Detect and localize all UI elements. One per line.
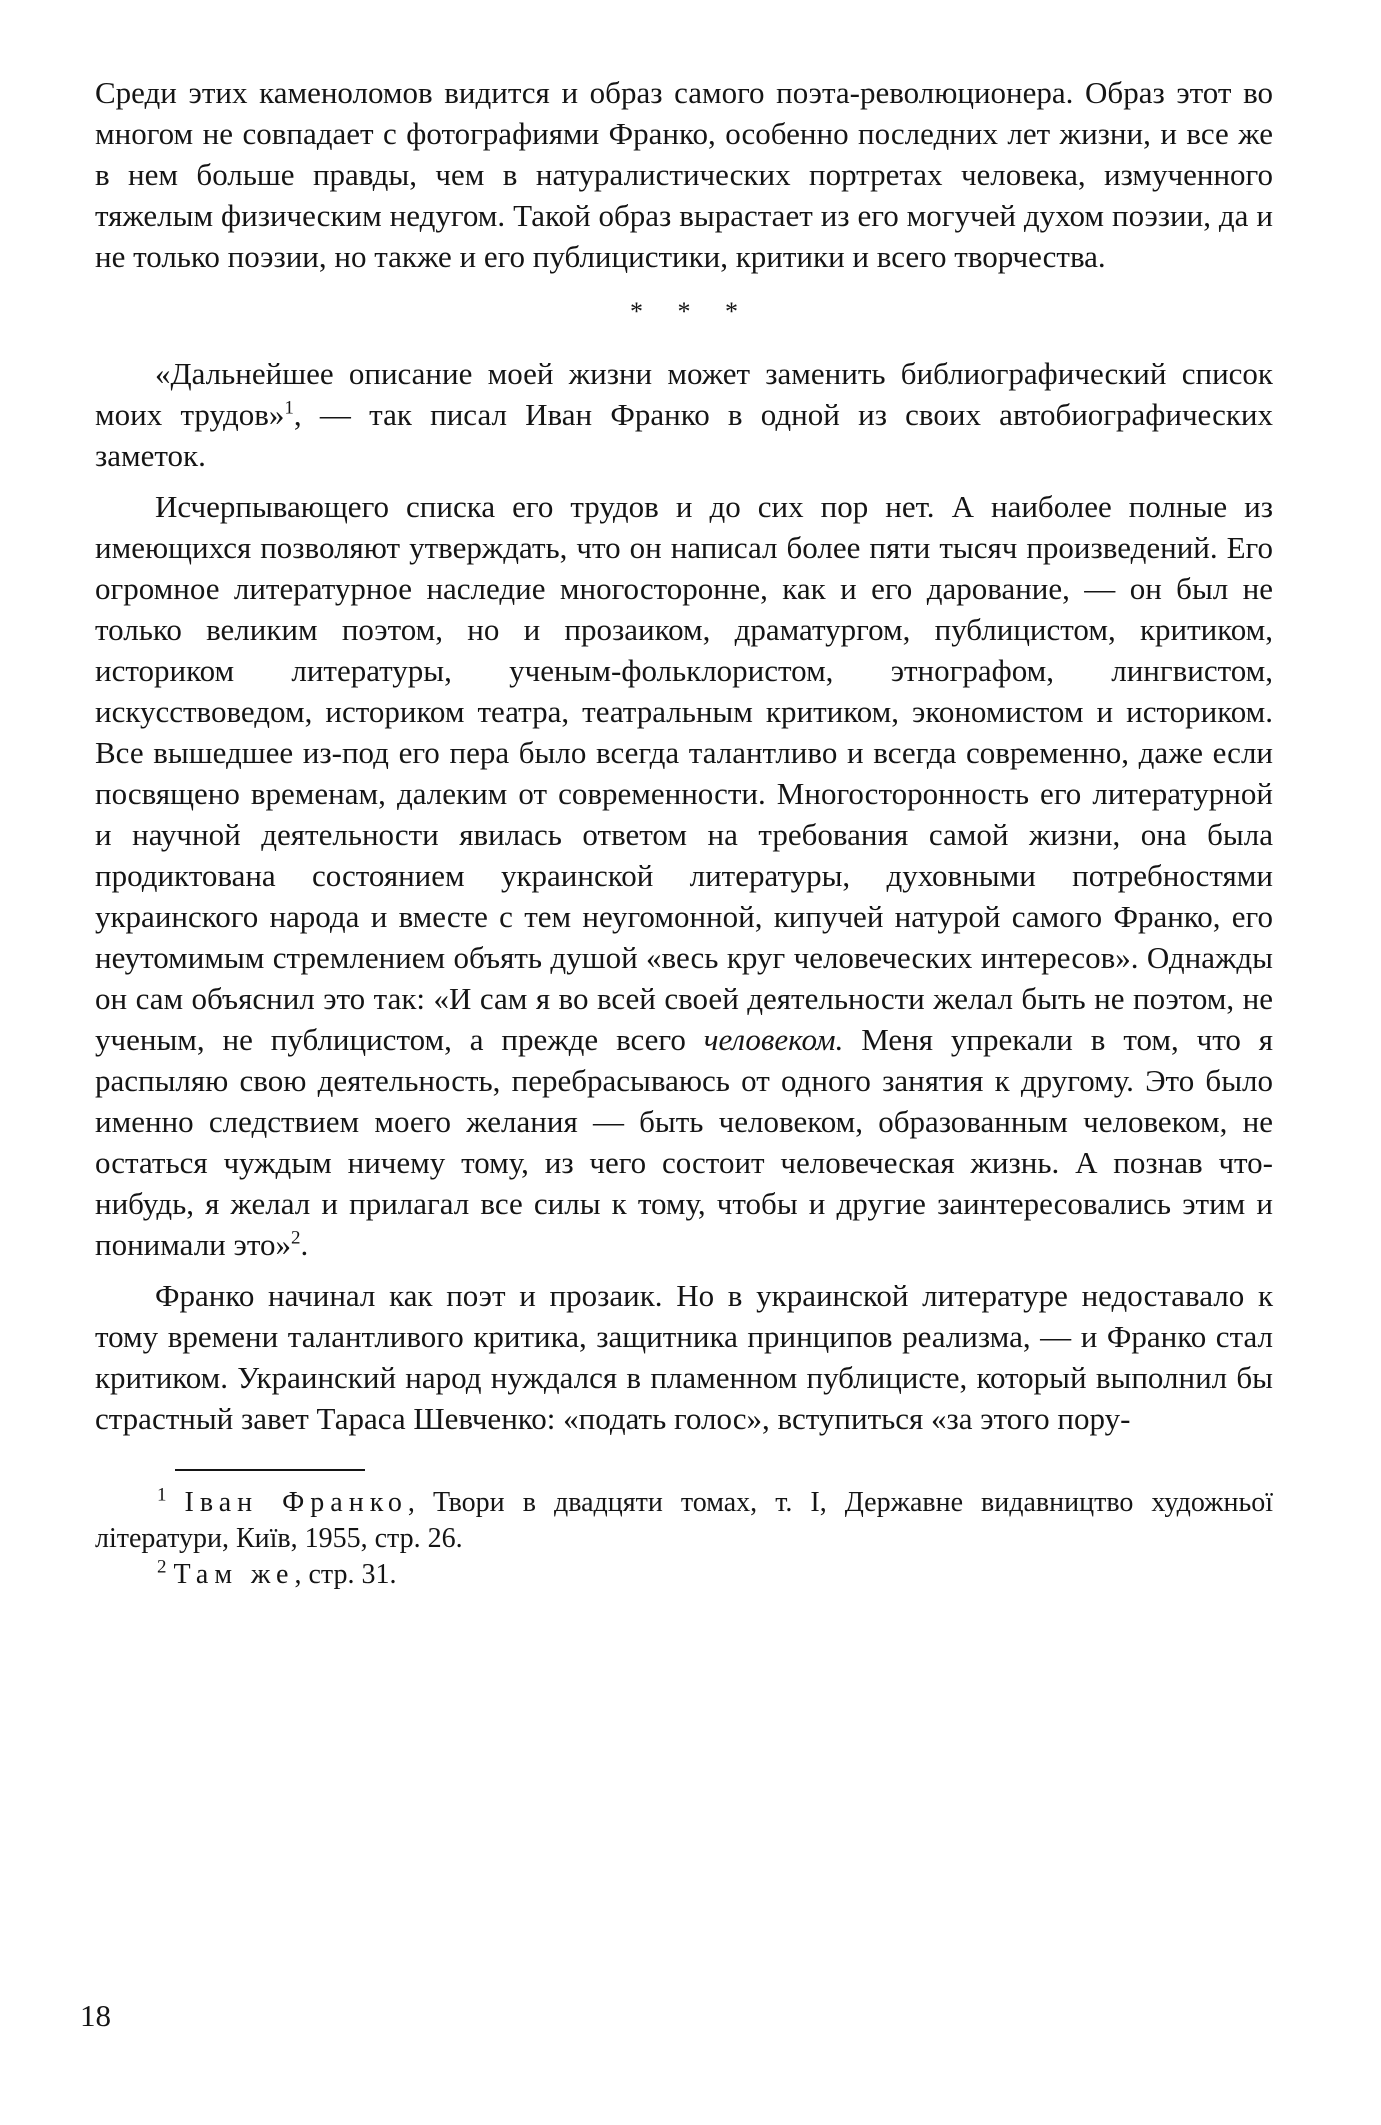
italic-word: человеком. (703, 1022, 844, 1057)
paragraph-text: Меня упрекали в том, что я распыляю свою деятельность, перебрасываюсь от одного занятия к другому. Это было именно следствием моего желания — быть человеком, образованным человеком, не остаться чуждым ничему тому, из чего состоит человеческая жизнь. А познав что-нибудь, я желал и прилагал все силы к тому, чтобы и другие заинтересовались этим и понимали это» (95, 1022, 1273, 1262)
quote-text: «Дальнейшее описание моей жизни может заменить библиографический список моих трудов» (95, 356, 1273, 432)
page-number: 18 (80, 1998, 111, 2033)
section-separator: * * * (630, 297, 752, 326)
footnote-text: , стр. 31. (294, 1559, 397, 1590)
footnote-text: , Твори в двадцяти томах, т. I, Державне видавництво художньої літератури, Київ, 1955, стр. 26. (95, 1487, 1274, 1554)
paragraph-text: Франко начинал как поэт и прозаик. Но в украинской литературе недоставало к тому времени талантливого критика, защитника принципов реализма, — и Франко стал критиком. Украинский народ нуждался в пламенном публицисте, который выполнил бы страстный завет Тараса Шевченко: «подать голос», вступиться «за этого пору- (95, 1278, 1273, 1436)
paragraph (95, 1275, 1273, 1439)
footnote-ref: 2 (290, 1227, 301, 1249)
paragraph (95, 72, 1273, 277)
footnote-divider (175, 1469, 365, 1471)
footnote-number: 2 (157, 1556, 167, 1578)
paragraph (95, 486, 1273, 1265)
paragraph-text: Среди этих каменоломов видится и образ самого поэта-революционера. Образ этот во многом не совпадает с фотографиями Франко, особенно последних лет жизни, и все же в нем больше правды, чем в натуралистических портретах человека, измученного тяжелым физическим недугом. Такой образ вырастает из его могучей духом поэзии, да и не только поэзии, но также и его публицистики, критики и всего творчества. (95, 75, 1273, 274)
footnote-author: Іван Франко (184, 1487, 408, 1518)
page-body (95, 72, 1273, 1593)
paragraph-text: Исчерпывающего списка его трудов и до сих пор нет. А наиболее полные из имеющихся позволяют утверждать, что он написал более пяти тысяч произведений. Его огромное литературное наследие многосторонне, как и его дарование, — он был не только великим поэтом, но и прозаиком, драматургом, публицистом, критиком, историком литературы, ученым-фольклористом, этнографом, лингвистом, искусствоведом, историком театра, театральным критиком, экономистом и историком. Все вышедшее из-под его пера было всегда талантливо и всегда современно, даже если посвящено временам, далеким от современности. Многосторонность его литературной и научной деятельности явилась ответом на требования самой жизни, она была продиктована состоянием украинской литературы, духовными потребностями украинского народа и вместе с тем неугомонной, кипучей натурой самого Франко, его неутомимым стремлением объять душой «весь круг человеческих интересов». Однажды он сам объяснил это так: «И сам я во всей своей деятельности желал быть не поэтом, не ученым, не публицистом, а прежде всего (95, 489, 1273, 1057)
footnote-number: 1 (157, 1484, 167, 1506)
footnote (95, 1557, 1273, 1593)
footnote-author: Там же (173, 1559, 295, 1590)
paragraph (95, 353, 1273, 476)
footnote (95, 1485, 1273, 1557)
paragraph-text: , — так писал Иван Франко в одной из своих автобиографических заметок. (95, 397, 1273, 473)
footnote-ref: 1 (284, 397, 294, 419)
paragraph-end: . (300, 1227, 309, 1262)
